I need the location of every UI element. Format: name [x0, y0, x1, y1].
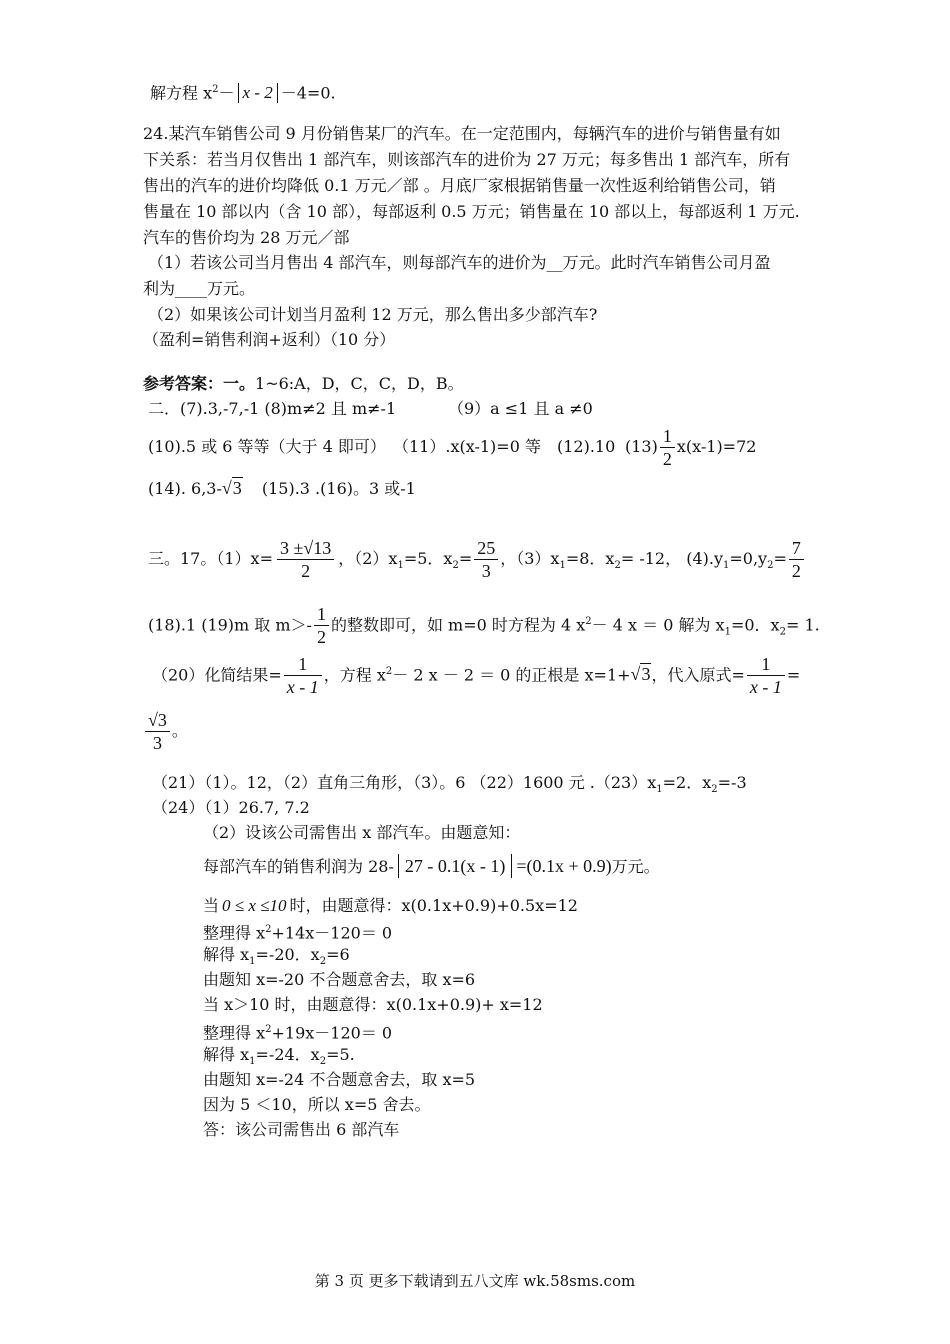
q24-note: （盈利=销售利润+返利）（10 分）	[143, 330, 396, 349]
fraction-half-19: $\frac{1}{2}$	[314, 603, 329, 648]
answer-17: 三。17。（1）x= $\frac{3 \pm√13}{2}$ ，$(2)x_1=5$．$x_2=$ $\frac{25}{3}$ ，$(3)x_1=8$．$x_2= -12$， $(4).y_1=0,y_2=$ $\frac{7}{2}$	[148, 533, 806, 592]
solution-step-8: 整理得 $x^2+19x-120= 0$	[203, 1023, 393, 1043]
solution-step-6: 由题知 x=-20 不合题意舍去，取 x=6	[203, 970, 476, 989]
solution-final-answer: 答：该公司需售出 6 部汽车	[203, 1120, 400, 1139]
fraction-half: $\frac{1}{2}$	[660, 425, 675, 470]
solution-step-5: 解得 $x_1=-20$．$x_2=6$	[203, 945, 350, 968]
q24-line-2: 下关系：若当月仅售出 1 部汽车，则该部汽车的进价为 27 万元；每多售出 1 部汽车，所有	[143, 150, 791, 169]
q24-part1-b: 利为____万元。	[143, 279, 256, 298]
fraction-7-2: $\frac{7}{2}$	[789, 537, 804, 582]
answers-heading: 参考答案：一。	[143, 374, 256, 393]
abs-value: x - 2	[238, 83, 278, 103]
equation-line: 解方程 $x^2- x - 2 -4=0$.	[150, 83, 336, 103]
q24-part1-a: （1）若该公司当月售出 4 部汽车，则每部汽车的进价为__万元。此时汽车销售公司月盈	[148, 253, 771, 272]
solution-step-1: （2）设该公司需售出 x 部汽车。由题意知：	[203, 823, 521, 842]
solution-step-2: 每部汽车的销售利润为 28- 27 - 0.1(x - 1) =(0.1x + 0.9)万元。	[203, 856, 660, 876]
bracket-expression: 27 - 0.1(x - 1)	[398, 854, 512, 878]
answer-24-1: （24）（1）26.7, 7.2	[152, 798, 310, 817]
q24-line-1: 24.某汽车销售公司 9 月份销售某厂的汽车。在一定范围内，每辆汽车的进价与销售量有如	[143, 124, 781, 143]
q24-line-5: 汽车的售价均为 28 万元／部	[143, 228, 350, 247]
solution-step-7: 当 x＞10 时，由题意得：x(0.1x+0.9)+ x=12	[203, 995, 543, 1014]
fraction-1-over-x-minus-1: $\frac{1}{x - 1}$	[284, 653, 322, 698]
answers-heading-line: 参考答案：一。1~6:A，D，C，C，D，B。	[143, 374, 464, 393]
answer-20: （20）化简结果= $\frac{1}{x - 1}$ ，方程 $x^2- 2$ x － 2 ＝ 0 的正根是 x=1+√3，代入原式= $\frac{1}{x - 1}$ =	[152, 646, 800, 701]
fraction-sqrt3-over-3: $\frac{√3}{3}$	[145, 709, 170, 754]
fraction-25-3: $\frac{25}{3}$	[474, 537, 498, 582]
solution-step-10: 由题知 x=-24 不合题意舍去，取 x=5	[203, 1070, 476, 1089]
sqrt-3-b: √3	[630, 664, 651, 685]
q24-line-4: 售量在 10 部以内（含 10 部），每部返利 0.5 万元；销售量在 10 部以上，每部返利 1 万元.	[143, 202, 800, 221]
section-two-line: 二．(7).3,-7,-1 (8)m≠2 且 m≠-1	[148, 399, 397, 418]
answer-12: (12).10	[557, 437, 616, 456]
q24-part2: （2）如果该公司计划当月盈利 12 万元，那么售出多少部汽车?	[148, 305, 598, 324]
solution-step-9: 解得 $x_1=-24$．$x_2=5$.	[203, 1045, 355, 1068]
answer-11: （11）.x(x-1)=0 等	[393, 437, 541, 456]
solution-step-3: 当 0 ≤ x ≤10 时，由题意得：x(0.1x+0.9)+0.5x=12	[203, 896, 578, 915]
solution-step-4: 整理得 $x^2+14x-120= 0$	[203, 923, 393, 943]
answer-18-19: (18).1 (19)m 取 m＞- $\frac{1}{2}$ 的整数即可，如 m=0 时方程为 4 $x^2- 4$ x ＝ 0 解为 $x_1=0$．$x_2= 1$.	[148, 604, 820, 648]
fraction-17-1: $\frac{3 \pm√13}{2}$	[277, 537, 334, 582]
sqrt-3: √3	[221, 478, 242, 498]
answer-14-16: (14). 6,3-√3 (15).3 .(16)。3 或-1	[148, 478, 416, 498]
answer-10: (10).5 或 6 等等（大于 4 即可）	[148, 437, 386, 456]
answer-13: (13) $\frac{1}{2}$ x(x-1)=72	[625, 426, 757, 469]
q24-line-3: 售出的汽车的进价均降低 0.1 万元／部 。月底厂家根据销售量一次性返利给销售公司，销	[143, 176, 776, 195]
answer-21-23: （21）（1）。12，（2）直角三角形，（3）。6 （22）1600 元 $.(23)x_1=2$．$x_2=-3$	[152, 773, 747, 796]
answer-9: （9）a ≤1 且 a ≠0	[448, 399, 593, 418]
answer-20-result: $\frac{√3}{3}$ 。	[143, 705, 188, 757]
page-footer: 第 3 页 更多下载请到五八文库 wk.58sms.com	[314, 1272, 636, 1290]
fraction-1-over-x-minus-1-b: $\frac{1}{x - 1}$	[747, 653, 785, 698]
solution-step-11: 因为 5 ＜10，所以 x=5 舍去。	[203, 1095, 431, 1114]
